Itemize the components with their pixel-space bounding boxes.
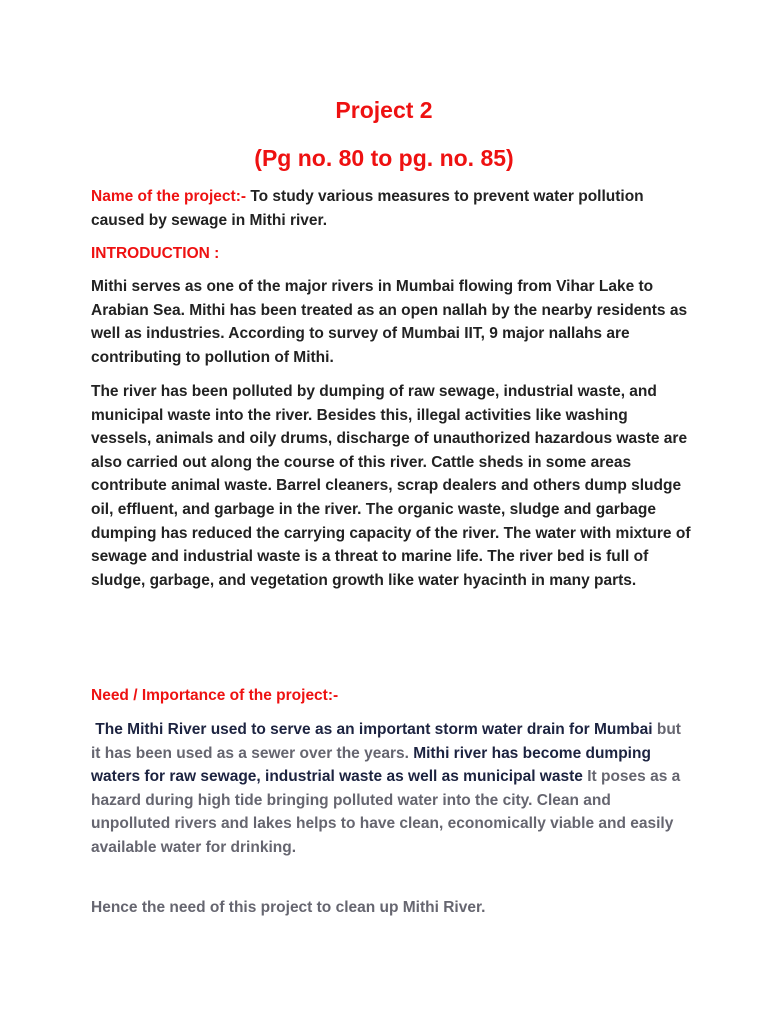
- introduction-heading: INTRODUCTION :: [91, 245, 220, 262]
- need-paragraph: [91, 718, 691, 860]
- introduction-paragraph-1: Mithi serves as one of the major rivers in Mumbai flowing from Vihar Lake to Arabian Sea. Mithi has been treated as an open nallah by the nearby residents as well as industries. According to survey of Mumbai IIT, 9 major nallahs are contributing to pollution of Mithi.: [91, 278, 688, 366]
- page-title: Project 2: [335, 97, 433, 123]
- introduction-paragraph-2: The river has been polluted by dumping of raw sewage, industrial waste, and municipal waste into the river. Besides this, illegal activities like washing vessels, animals and oily drums, discharge of unauthorized hazardous waste are also carried out along the course of this river. Cattle sheds in some areas contribute animal waste. Barrel cleaners, scrap dealers and others dump sludge oil, effluent, and garbage in the river. The organic waste, sludge and garbage dumping has reduced the carrying capacity of the river. The water with mixture of sewage and industrial waste is a threat to marine life. The river bed is full of sludge, garbage, and vegetation growth like water hyacinth in many parts.: [91, 383, 691, 589]
- need-sentence-3: Mithi river has become dumping waters for raw sewage, industrial waste as well as municipal waste: [91, 744, 651, 786]
- project-name-text: To study various measures to prevent water pollution caused by sewage in Mithi river.: [91, 188, 644, 229]
- project-name-label: Name of the project:-: [91, 188, 247, 205]
- need-sentence-2: but it has been used as a sewer over the years.: [91, 721, 681, 762]
- need-sentence-1: The Mithi River used to serve as an important storm water drain for Mumbai: [91, 721, 653, 738]
- conclusion-paragraph: Hence the need of this project to clean up Mithi River.: [91, 899, 486, 916]
- need-sentence-4: It poses as a hazard during high tide bringing polluted water into the city. Clean and unpolluted rivers and lakes helps to have clean, economically viable and easily available water for drinking.: [91, 768, 681, 856]
- page-subtitle: (Pg no. 80 to pg. no. 85): [254, 145, 514, 171]
- need-heading: Need / Importance of the project:-: [91, 687, 339, 704]
- project-name-paragraph: [91, 185, 691, 232]
